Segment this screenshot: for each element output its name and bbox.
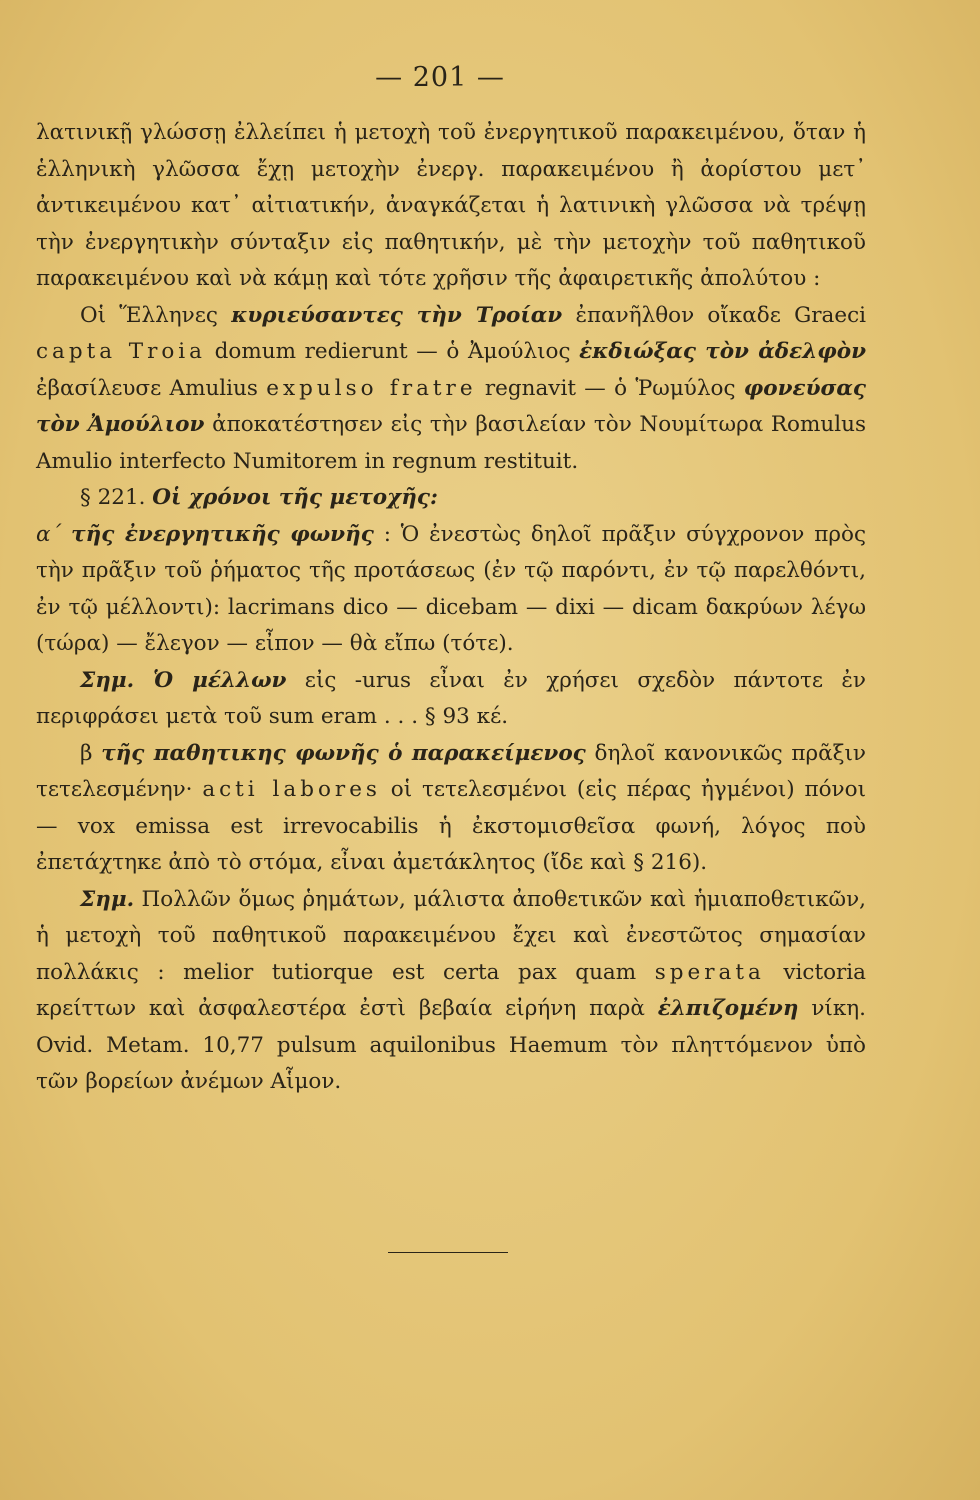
note-1-text: εἰς -urus εἶναι ἐν χρήσει σχεδὸν πάντοτε ἐν περιφράσει μετὰ τοῦ sum eram . . . § 93 κέ. [36, 667, 866, 729]
example-bold-1: κυριεύσαντες τὴν Τροίαν [231, 302, 563, 328]
alpha-text: : Ὁ ἐνεστὼς δηλοῖ πρᾶξιν σύγχρονον πρὸς τὴν πρᾶξιν τοῦ ῥήματος τῆς προτάσεως (ἐν τῷ παρόντι, ἐν τῷ παρελθόντι, ἐν τῷ μέλλοντι): lacrimans dico — dicebam — dixi — dicam δακρύων λέγω (τώρα) — ἔλεγον — εἶπον — θὰ εἴπω (τότε). [36, 521, 866, 656]
example-text-6: ἀποκατέστησεν εἰς τὴν βασιλείαν τὸν Νουμίτωρα Romulus Amulio interfecto Numitorem in regnum restituit. [36, 412, 866, 474]
beta-label: β [80, 740, 102, 766]
note-2-text-3: νίκη. Ovid. Metam. 10,77 pulsum aquilonibus Haemum τὸν πληττόμενον ὑπὸ τῶν βορείων ἀνέμων Αἷμον. [36, 996, 866, 1094]
intro-paragraph [36, 115, 866, 298]
section-title: Οἱ χρόνοι τῆς μετοχῆς: [152, 485, 438, 510]
note-2-text-1: Πολλῶν ὅμως ῥημάτων, μάλιστα ἀποθετικῶν καὶ ἡμιαποθετικῶν, ἡ μετοχὴ τοῦ παθητικοῦ παρακειμένου ἔχει καὶ ἐνεστῶτος σημασίαν πολλάκις : melior tutiorque est certa pax quam [36, 886, 866, 985]
alpha-label: α΄ [36, 521, 72, 547]
intro-text: λατινικῇ γλώσσῃ ἐλλείπει ἡ μετοχὴ τοῦ ἐνεργητικοῦ παρακειμένου, ὅταν ἡ ἑλληνικὴ γλῶσσα ἔχῃ μετοχὴν ἐνεργ. παρακειμένου ἢ ἀορίστου μετ᾽ ἀντικειμένου κατ᾽ αἰτιατικήν, ἀναγκάζεται ἡ λατινικὴ γλῶσσα νὰ τρέψῃ τὴν ἐνεργητικὴν σύνταξιν εἰς παθητικήν, μὲ τὴν μετοχὴν τοῦ παθητικοῦ παρακειμένου καὶ νὰ κάμῃ καὶ τότε χρῆσιν τῆς ἀφαιρετικῆς ἀπολύτου : [36, 120, 866, 291]
beta-text-2: οἱ τετελεσμένοι (εἰς πέρας ἠγμένοι) πόνοι — vox emissa est irrevocabilis ἡ ἐκστομισθεῖσα φωνή, λόγος ποὺ ἐπετάχτηκε ἀπὸ τὸ στόμα, εἶναι ἀμετάκλητος (ἴδε καὶ § 216). [36, 777, 866, 875]
beta-heading: τῆς παθητικης φωνῆς ὁ παρακείμενος [101, 740, 586, 766]
end-rule [388, 1252, 508, 1253]
example-text-2: ἐπανῆλθον οἴκαδε Graeci [562, 302, 867, 328]
beta-paragraph [36, 736, 866, 882]
note-2-bold: ἐλπιζομένη [657, 996, 799, 1021]
beta-spaced: acti labores [202, 777, 381, 802]
body-text [36, 115, 866, 1101]
example-spaced-1: capta Troia [36, 339, 206, 364]
example-text-5: regnavit — ὁ Ῥωμύλος [476, 375, 744, 401]
alpha-heading: τῆς ἐνεργητικῆς φωνῆς [71, 521, 374, 547]
note-2-text-2: victoria κρείττων καὶ ἀσφαλεστέρα ἐστὶ βεβαία εἰρήνη παρὰ [36, 959, 866, 1021]
note-2-spaced: sperata [654, 959, 765, 985]
examples-paragraph [36, 298, 866, 481]
example-bold-2: ἐκδιώξας τὸν ἀδελφὸν [579, 339, 866, 364]
section-number: § 221. [80, 485, 153, 510]
note-2-label: Σημ. [80, 886, 135, 912]
example-text-3: domum redierunt — ὁ Ἀμούλιος [205, 339, 580, 364]
note-1-paragraph [36, 663, 866, 736]
section-heading [36, 480, 866, 517]
note-1-heading: Ὁ μέλλων [153, 667, 287, 693]
beta-text-1: δηλοῖ κανονικῶς πρᾶξιν τετελεσμένην· [36, 740, 866, 802]
example-text-1: Οἱ Ἕλληνες [80, 302, 232, 328]
example-text-4: ἐβασίλευσε Amulius [36, 375, 267, 401]
page-number: — 201 — [375, 62, 505, 93]
example-spaced-2: expulso fratre [266, 375, 477, 401]
note-2-paragraph [36, 882, 866, 1101]
note-1-label: Σημ. [80, 667, 154, 693]
alpha-paragraph [36, 517, 866, 663]
example-bold-3: φονεύσας τὸν Ἀμούλιον [36, 375, 866, 437]
